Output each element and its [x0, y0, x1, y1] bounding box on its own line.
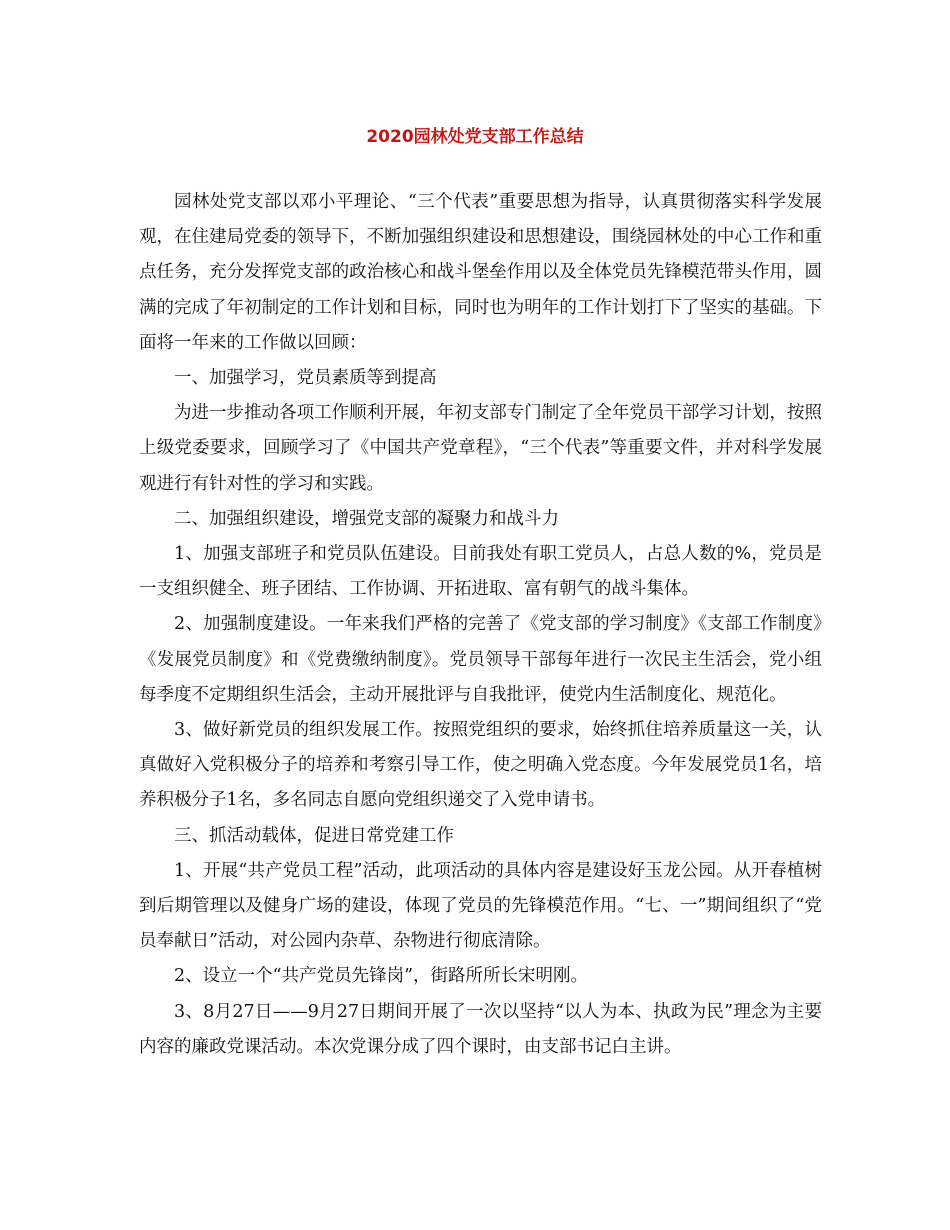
paragraph-intro: 园林处党支部以邓小平理论、“三个代表”重要思想为指导，认真贯彻落实科学发展观，在住建局党委的领导下，不断加强组织建设和思想建设，围绕园林处的中心工作和重点任务，充分发挥党支部的政治核心和战斗堡垒作用以及全体党员先锋模范带头作用，圆满的完成了年初制定的工作计划和目标，同时也为明年的工作计划打下了坚实的基础。下面将一年来的工作做以回顾：	[139, 192, 822, 353]
document-body	[139, 185, 822, 1065]
paragraph-member-development: 3、做好新党员的组织发展工作。按照党组织的要求，始终抓住培养质量这一关，认真做好入党积极分子的培养和考察引导工作，使之明确入党态度。今年发展党员1名，培养积极分子1名，多名同志自愿向党组织递交了入党申请书。	[139, 720, 822, 811]
paragraph-activity-2: 2、设立一个“共产党员先锋岗”，街路所所长宋明刚。	[174, 966, 589, 987]
section-heading-2: 二、加强组织建设，增强党支部的凝聚力和战斗力	[174, 508, 559, 529]
paragraph-activity-3: 3、8月27日——9月27日期间开展了一次以坚持“以人为本、执政为民”理念为主要内容的廉政党课活动。本次党课分成了四个课时，由支部书记白主讲。	[139, 1001, 822, 1057]
section-heading-3: 三、抓活动载体，促进日常党建工作	[174, 825, 454, 846]
paragraph-activity-1: 1、开展“共产党员工程”活动，此项活动的具体内容是建设好玉龙公园。从开春植树到后期管理以及健身广场的建设，体现了党员的先锋模范作用。“七、一”期间组织了“党员奉献日”活动，对公园内杂草、杂物进行彻底清除。	[139, 860, 822, 952]
paragraph-system-building: 2、加强制度建设。一年来我们严格的完善了《党支部的学习制度》《支部工作制度》《发展党员制度》和《党费缴纳制度》。党员领导干部每年进行一次民主生活会，党小组每季度不定期组织生活会，主动开展批评与自我批评，使党内生活制度化、规范化。	[139, 614, 822, 705]
section-heading-1: 一、加强学习，党员素质等到提高	[174, 368, 437, 389]
paragraph-team-building: 1、加强支部班子和党员队伍建设。目前我处有职工党员人，占总人数的%，党员是一支组织健全、班子团结、工作协调、开拓进取、富有朝气的战斗集体。	[139, 544, 822, 600]
document-title: 2020园林处党支部工作总结	[366, 127, 584, 147]
paragraph-study: 为进一步推动各项工作顺利开展，年初支部专门制定了全年党员干部学习计划，按照上级党委要求，回顾学习了《中国共产党章程》，“三个代表”等重要文件，并对科学发展观进行有针对性的学习和实践。	[139, 403, 822, 494]
